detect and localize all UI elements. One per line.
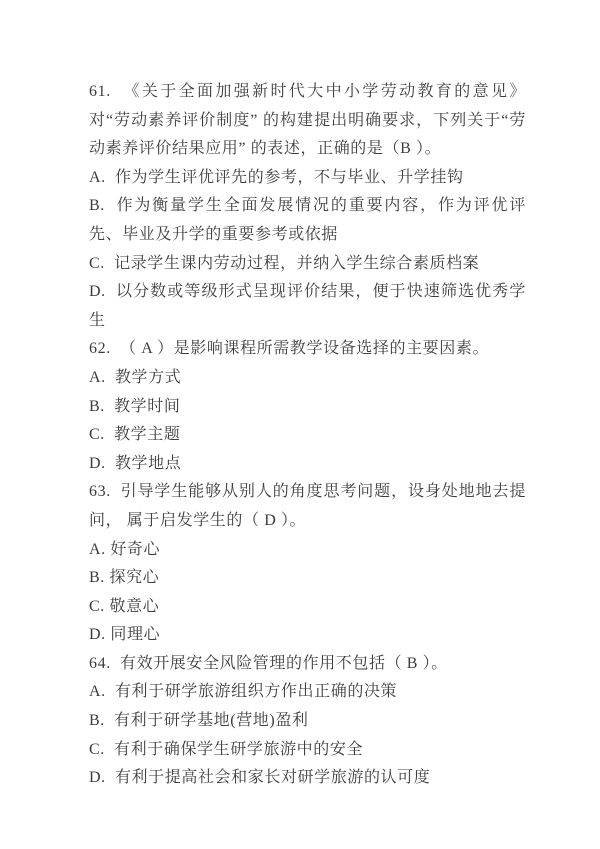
question-64-option-d: D. 有利于提高社会和家长对研学旅游的认可度 [89,769,431,787]
question-63-stem: 63. 引导学生能够从别人的角度思考问题，设身处地地去提问， 属于启发学生的（ D ）。 [89,483,526,529]
question-block-64 [89,650,526,793]
question-block-62 [89,335,526,478]
question-62-option-d: D. 教学地点 [89,454,182,472]
question-block-63 [89,478,526,650]
question-62-option-b: B. 教学时间 [89,397,181,415]
question-64-option-a: A. 有利于研学旅游组织方作出正确的决策 [89,683,398,701]
question-63-option-d: D. 同理心 [89,626,161,644]
question-block-61 [89,78,526,335]
question-64-option-b: B. 有利于研学基地(营地)盈利 [89,712,309,730]
question-63-option-b: B. 探究心 [89,569,160,587]
question-62-option-c: C. 教学主题 [89,426,181,444]
question-62-option-a: A. 教学方式 [89,368,182,386]
question-64-stem: 64. 有效开展安全风险管理的作用不包括（ B ）。 [89,654,448,672]
document-content [89,78,526,793]
question-61-stem: 61. 《关于全面加强新时代大中小学劳动教育的意见》对“劳动素养评价制度” 的构建提出明确要求，下列关于“劳动素养评价结果应用” 的表述，正确的是（B ）。 [89,83,526,158]
question-63-option-c: C. 敬意心 [89,597,160,615]
question-61-option-d: D. 以分数或等级形式呈现评价结果，便于快速筛选优秀学生 [89,283,526,329]
question-62-stem: 62. （ A ）是影响课程所需教学设备选择的主要因素。 [89,340,490,358]
question-61-option-c: C. 记录学生课内劳动过程，并纳入学生综合素质档案 [89,254,480,272]
question-63-option-a: A. 好奇心 [89,540,161,558]
question-64-option-c: C. 有利于确保学生研学旅游中的安全 [89,740,364,758]
question-61-option-b: B. 作为衡量学生全面发展情况的重要内容，作为评优评先、毕业及升学的重要参考或依据 [89,197,526,243]
question-61-option-a: A. 作为学生评优评先的参考，不与毕业、升学挂钩 [89,168,464,186]
